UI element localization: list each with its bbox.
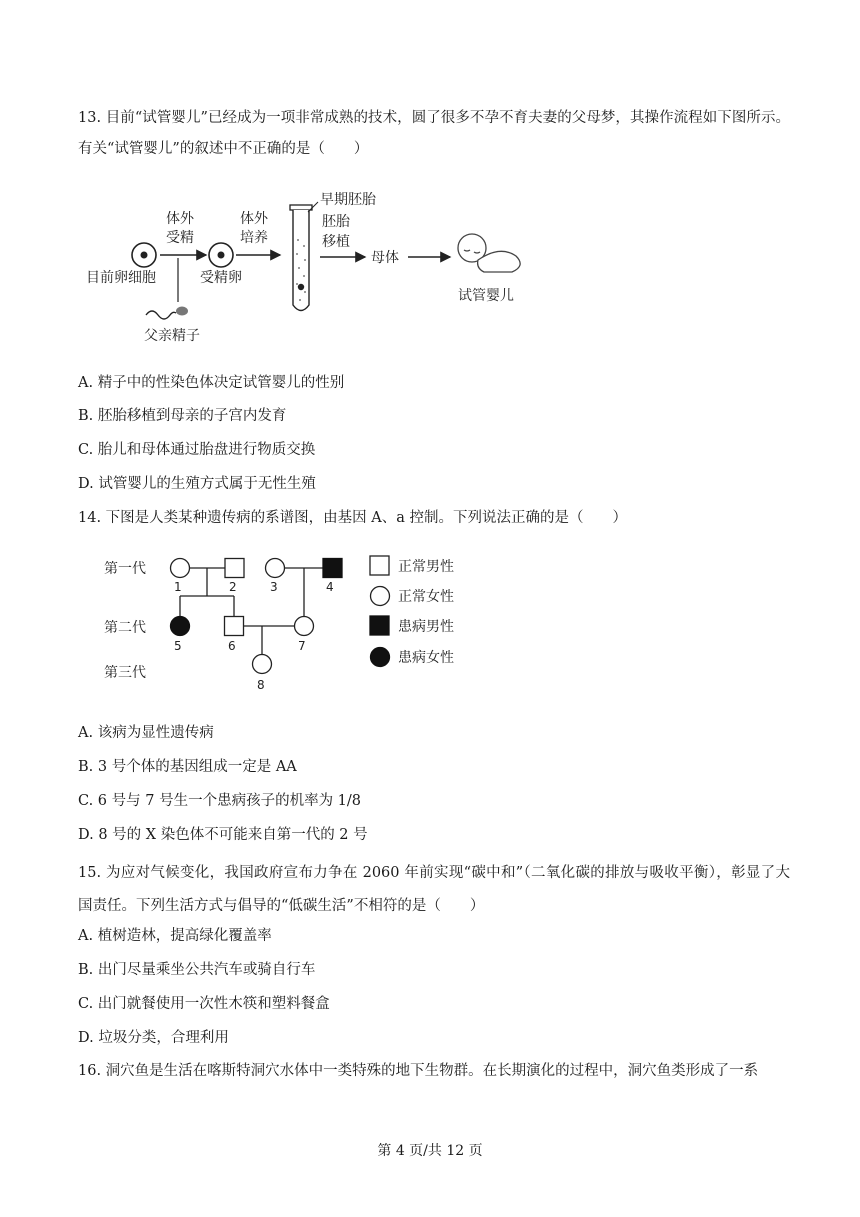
q15-option-d: D. 垃圾分类，合理利用 — [78, 1030, 229, 1046]
q15-stem: 15. 为应对气候变化，我国政府宣布力争在 2060 年前实现“碳中和”（二氧化碳的排放与吸收平衡），彰显了大国责任。下列生活方式与倡导的“低碳生活”不相符的是（ ） — [78, 865, 790, 914]
svg-text:6: 6 — [228, 639, 236, 653]
individual-3 — [266, 559, 285, 578]
legend-affected-male-icon — [370, 616, 389, 635]
legend-normal-female-icon — [371, 587, 390, 606]
svg-text:正常男性: 正常男性 — [398, 559, 454, 575]
svg-text:8: 8 — [257, 678, 265, 692]
pedigree-chart — [100, 548, 480, 698]
q15-option-b: B. 出门尽量乘坐公共汽车或骑自行车 — [78, 962, 316, 978]
ivf-flowchart — [80, 190, 540, 350]
individual-4 — [323, 559, 342, 578]
svg-text:2: 2 — [229, 580, 237, 594]
gen3-label: 第三代 — [104, 665, 146, 681]
q14-stem: 14. 下图是人类某种遗传病的系谱图，由基因 A、a 控制。下列说法正确的是（ ） — [78, 510, 628, 526]
q14-option-a: A. 该病为显性遗传病 — [78, 725, 214, 741]
legend-affected-female-icon — [371, 648, 390, 667]
svg-text:患病女性: 患病女性 — [398, 650, 454, 666]
mother-label: 母体 — [371, 250, 399, 266]
page-footer: 第 4 页/共 12 页 — [377, 1143, 483, 1159]
svg-text:正常女性: 正常女性 — [398, 589, 454, 605]
egg-cell-icon — [132, 243, 156, 267]
legend-normal-male-icon — [370, 556, 389, 575]
q13-stem: 13. 目前“试管婴儿”已经成为一项非常成熟的技术，圆了很多不孕不育夫妻的父母梦，其操作流程如下图所示。有关“试管婴儿”的叙述中不正确的是（ ） — [78, 110, 790, 157]
q13-option-d: D. 试管婴儿的生殖方式属于无性生殖 — [78, 476, 316, 492]
fertilize-label-2: 受精 — [166, 230, 194, 246]
q15-option-a: A. 植树造林，提高绿化覆盖率 — [78, 928, 272, 944]
baby-icon — [458, 234, 520, 272]
transfer-label-1: 胚胎 — [322, 214, 350, 230]
baby-label: 试管婴儿 — [458, 288, 514, 304]
individual-5 — [171, 617, 190, 636]
individual-8 — [253, 655, 272, 674]
early-embryo-label: 早期胚胎 — [320, 192, 376, 208]
test-tube-icon — [290, 205, 312, 311]
fertilize-label-1: 体外 — [166, 211, 194, 227]
q14-option-c: C. 6 号与 7 号生一个患病孩子的机率为 1/8 — [78, 793, 362, 809]
svg-text:4: 4 — [326, 580, 334, 594]
q13-option-b: B. 胚胎移植到母亲的子宫内发育 — [78, 408, 287, 424]
svg-text:3: 3 — [270, 580, 278, 594]
culture-label-2: 培养 — [240, 230, 268, 246]
individual-1 — [171, 559, 190, 578]
zygote-icon — [209, 243, 233, 267]
sperm-icon — [146, 307, 188, 320]
egg-label: 目前卵细胞 — [86, 270, 156, 286]
culture-label-1: 体外 — [240, 211, 268, 227]
q15-option-c: C. 出门就餐使用一次性木筷和塑料餐盒 — [78, 996, 330, 1012]
q13-option-a: A. 精子中的性染色体决定试管婴儿的性别 — [78, 375, 345, 391]
transfer-label-2: 移植 — [322, 234, 350, 250]
svg-text:5: 5 — [174, 639, 182, 653]
svg-text:7: 7 — [298, 639, 306, 653]
q13-option-c: C. 胎儿和母体通过胎盘进行物质交换 — [78, 442, 316, 458]
individual-7 — [295, 617, 314, 636]
svg-text:患病男性: 患病男性 — [398, 619, 454, 635]
svg-text:1: 1 — [174, 580, 182, 594]
q16-stem: 16. 洞穴鱼是生活在喀斯特洞穴水体中一类特殊的地下生物群。在长期演化的过程中，洞穴鱼类形成了一系 — [78, 1063, 759, 1079]
sperm-label: 父亲精子 — [144, 328, 200, 344]
gen1-label: 第一代 — [104, 561, 146, 577]
individual-2 — [225, 559, 244, 578]
q14-option-b: B. 3 号个体的基因组成一定是 AA — [78, 759, 297, 775]
q14-option-d: D. 8 号的 X 染色体不可能来自第一代的 2 号 — [78, 827, 368, 843]
zygote-label: 受精卵 — [200, 270, 242, 286]
gen2-label: 第二代 — [104, 620, 146, 636]
individual-6 — [225, 617, 244, 636]
